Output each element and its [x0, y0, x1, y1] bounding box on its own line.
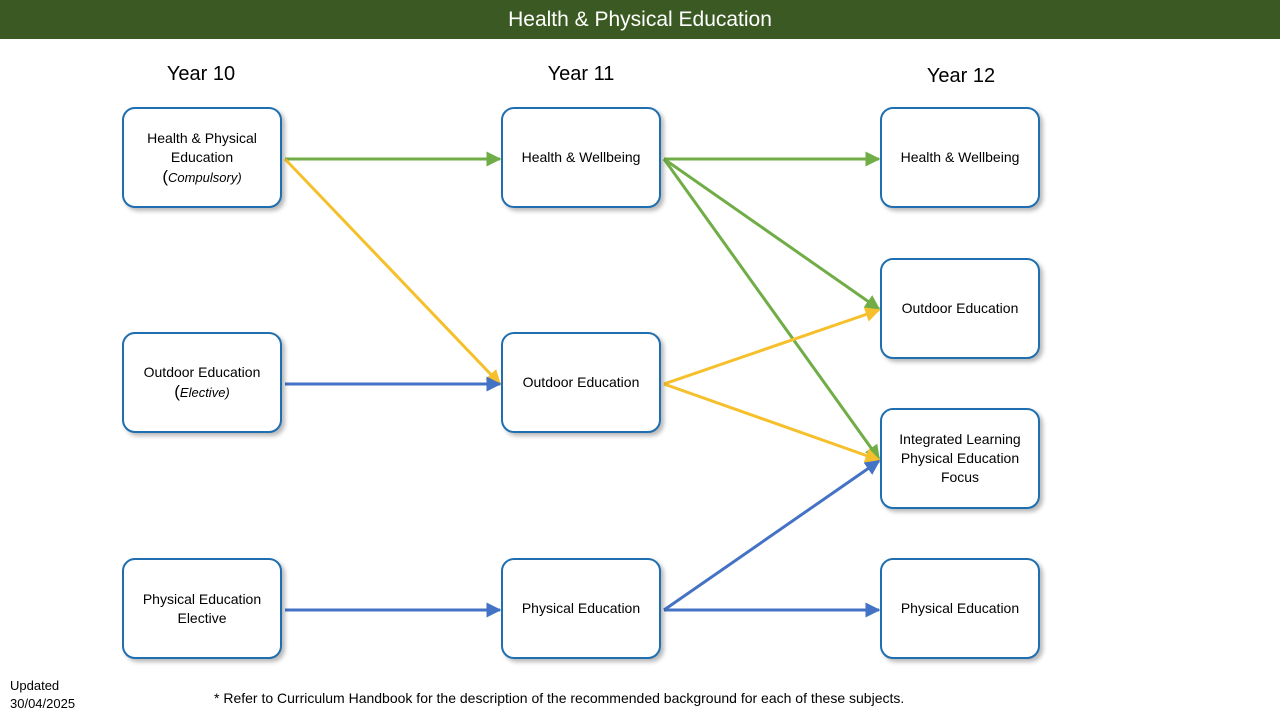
- arrow-outdoor11-to-outdoor12: [664, 310, 879, 384]
- arrow-pe11-to-ilpe12: [664, 461, 879, 610]
- box-y12-health-wellbeing: [880, 107, 1040, 208]
- box-sublabel-paren: (: [174, 382, 180, 401]
- box-label: Education: [170, 148, 234, 165]
- box-y10-outdoor-education: [122, 332, 282, 433]
- box-sublabel: [162, 167, 241, 187]
- box-y12-physical-education: [880, 558, 1040, 659]
- box-label: Health & Physical: [147, 129, 257, 146]
- arrow-hw11-to-ilpe12: [664, 159, 879, 459]
- box-y10-health-physical-education: [122, 107, 282, 208]
- box-label: Outdoor Education: [143, 364, 261, 380]
- year-10-heading: Year 10: [166, 63, 236, 85]
- box-y12-integrated-learning-pe: [880, 408, 1040, 509]
- box-sublabel: [174, 382, 230, 402]
- box-label: Integrated Learning: [899, 431, 1021, 447]
- arrow-outdoor11-to-ilpe12: [664, 384, 879, 460]
- page-title: Health & Physical Education: [508, 7, 772, 31]
- arrow-hw11-to-outdoor12: [664, 159, 879, 309]
- box-sublabel-text: Compulsory): [167, 169, 242, 185]
- arrow-hpe-to-outdoor: [285, 159, 500, 384]
- box-sublabel-text: Elective): [179, 385, 230, 400]
- box-y12-outdoor-education: [880, 258, 1040, 359]
- box-label: Focus: [940, 469, 980, 485]
- year-11-heading: Year 11: [547, 63, 615, 85]
- box-sublabel-paren: (: [162, 166, 168, 186]
- updated-label: Updated: [10, 678, 60, 693]
- box-label: Outdoor Education: [522, 374, 640, 390]
- box-y11-physical-education: [501, 558, 661, 659]
- box-label: Physical Education: [900, 450, 1020, 466]
- box-y10-physical-education-elective: [122, 558, 282, 659]
- box-label: Health & Wellbeing: [900, 149, 1020, 165]
- box-label: Physical Education: [521, 600, 641, 616]
- box-label: Physical Education: [142, 590, 262, 607]
- footnote: * Refer to Curriculum Handbook for the description of the recommended background for each of these subjects.: [214, 690, 905, 706]
- box-label: Outdoor Education: [901, 300, 1019, 316]
- updated-stamp: [10, 677, 75, 713]
- box-y11-health-wellbeing: [501, 107, 661, 208]
- box-label: Health & Wellbeing: [521, 149, 641, 165]
- updated-date: 30/04/2025: [10, 696, 76, 711]
- box-y11-outdoor-education: [501, 332, 661, 433]
- year-12-heading: Year 12: [926, 65, 996, 87]
- box-label: Physical Education: [900, 600, 1020, 616]
- box-label: Elective: [177, 609, 227, 626]
